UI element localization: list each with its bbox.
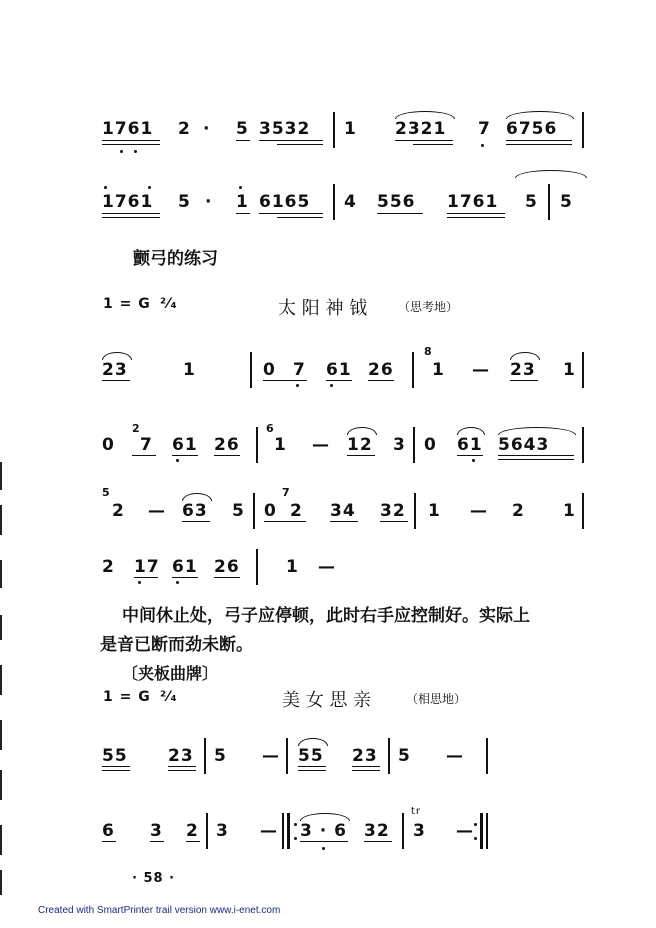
grace-note: 5 [102,486,111,499]
note: 1 [286,557,299,577]
scan-edge [0,770,2,800]
repeat-barline-thick [480,813,483,849]
dash: — [456,821,474,841]
note: 0 [263,360,276,380]
dash: — [446,746,464,766]
dash: — [470,501,488,521]
note: 3 [150,821,163,841]
note: 7 [293,360,306,380]
note: 5 [236,119,249,139]
barline [256,427,258,463]
page-number: · 58 · [132,871,176,886]
grace-note: 2 [132,422,141,435]
barline [250,352,252,388]
note-group: 2321 [395,119,447,139]
note-group: 1761 [102,192,154,212]
note: 1 [432,360,445,380]
barline [582,352,584,388]
scan-edge [0,560,2,588]
grace-note: 8 [424,345,433,358]
note: 2 [178,119,191,139]
barline [333,184,335,220]
note-group: 1761 [447,192,499,212]
note-group: 23 [510,360,536,380]
note: 0 [424,435,437,455]
note: 3 [393,435,406,455]
note: 4 [344,192,357,212]
note-group: 61 [172,435,198,455]
note-group: 6165 [259,192,311,212]
note: 2 [102,557,115,577]
piece-subtitle: （思考地） [398,300,459,314]
note-group: 3532 [259,119,311,139]
note: 1 [563,501,576,521]
note: 3 [413,821,426,841]
note: 5 [178,192,191,212]
note-group: 6756 [506,119,558,139]
dash: — [148,501,166,521]
note-group: 61 [326,360,352,380]
note-group: 34 [330,501,356,521]
note: 2 [290,501,303,521]
note-group: 23 [102,360,128,380]
dash: — [318,557,336,577]
time-signature: ²⁄₄ [160,296,178,312]
dash: — [260,821,278,841]
note: 1 [236,192,249,212]
note-group: 5643 [498,435,550,455]
note-group: 61 [172,557,198,577]
note: 5 [398,746,411,766]
note: 1 [563,360,576,380]
note: 6 [102,821,115,841]
note-group: 61 [457,435,483,455]
grace-note: 7 [282,486,291,499]
piece-title: 美 女 思 亲 [282,690,372,711]
note-group: 63 [182,501,208,521]
barline [486,738,488,774]
dot-augment: · [205,192,213,212]
footer-watermark: Created with SmartPrinter trail version www.i-enet.com [38,905,281,916]
barline [206,813,208,849]
note-group: 26 [214,557,240,577]
key-signature: 1 = G [103,689,151,705]
barline [333,112,335,148]
note-group: 12 [347,435,373,455]
note-group: 1761 [102,119,154,139]
paragraph-line-1: 中间休止处，弓子应停顿，此时右手应控制好。实际上 [122,606,530,626]
note-group: 3 · 6 [300,821,347,841]
dot-augment: · [203,119,211,139]
dash: — [312,435,330,455]
note: 7 [140,435,153,455]
note: 2 [112,501,125,521]
scan-edge [0,825,2,855]
note: 3 [216,821,229,841]
note: 5 [214,746,227,766]
note: 5 [525,192,538,212]
scan-edge [0,615,2,640]
piece-title: 太 阳 神 钺 [278,298,368,319]
note-group: 32 [380,501,406,521]
note: 2 [512,501,525,521]
paragraph-line-2: 是音已断而劲未断。 [100,635,253,655]
barline [253,493,255,529]
barline [204,738,206,774]
note-group: 26 [214,435,240,455]
note: 1 [274,435,287,455]
note-group: 55 [298,746,324,766]
note-group: 55 [102,746,128,766]
note: 5 [232,501,245,521]
barline [582,112,584,148]
scan-edge [0,870,2,895]
note: 7 [478,119,491,139]
barline [414,493,416,529]
note-group: 26 [368,360,394,380]
barline [256,549,258,585]
time-signature: ²⁄₄ [160,689,178,705]
scan-edge [0,505,2,535]
key-signature: 1 = G [103,296,151,312]
note-group: 556 [377,192,416,212]
barline [548,184,550,220]
note: 2 [186,821,199,841]
barline [582,493,584,529]
note: 1 [183,360,196,380]
note-group: 17 [134,557,160,577]
barline [286,738,288,774]
note: 0 [264,501,277,521]
barline [412,352,414,388]
barline [582,427,584,463]
note: 0 [102,435,115,455]
note: 1 [344,119,357,139]
repeat-barline-thick [287,813,290,849]
note-group: 23 [352,746,378,766]
repeat-barline [486,813,488,849]
dash: — [472,360,490,380]
scan-edge [0,462,2,490]
section-heading: 〔夹板曲牌〕 [122,664,219,683]
note-group: 23 [168,746,194,766]
grace-note: 6 [266,422,275,435]
section-title: 颤弓的练习 [133,249,218,269]
note-group: 32 [364,821,390,841]
barline [413,427,415,463]
trill-mark: tr [411,806,422,817]
note: 1 [428,501,441,521]
scan-edge [0,720,2,750]
scan-edge [0,665,2,695]
repeat-barline [282,813,284,849]
dash: — [262,746,280,766]
note: 5 [560,192,573,212]
piece-subtitle: （相思地） [406,692,467,706]
barline [402,813,404,849]
barline [388,738,390,774]
